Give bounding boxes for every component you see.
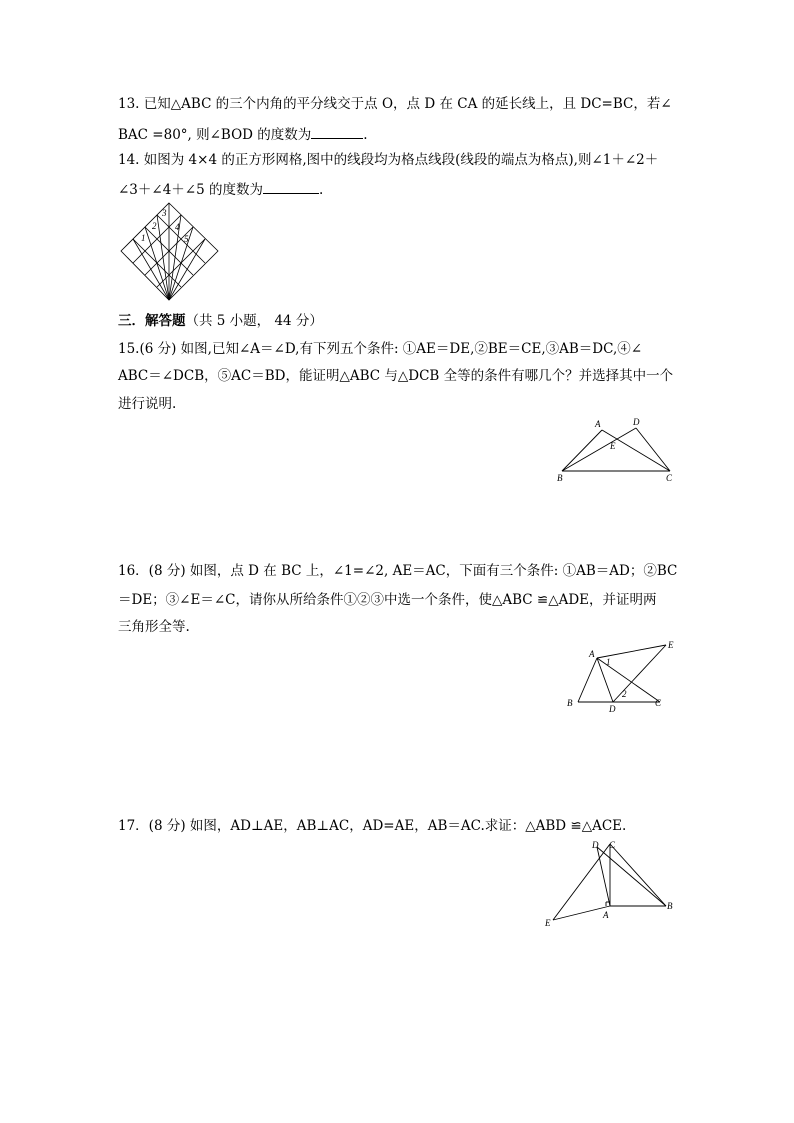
q14-grid-figure bbox=[120, 201, 220, 301]
q15-label-A: A bbox=[595, 419, 601, 429]
q14-label-4: 4 bbox=[175, 222, 180, 232]
q16-label-angle2: 2 bbox=[622, 689, 627, 699]
q17-label-B: B bbox=[667, 901, 673, 911]
q14-line2-text: ∠3＋∠4＋∠5 的度数为 bbox=[118, 182, 263, 198]
q14-line2 bbox=[118, 179, 323, 199]
section-heading bbox=[118, 312, 323, 330]
q13-line2 bbox=[118, 124, 368, 144]
q17-label-D: D bbox=[592, 840, 599, 850]
q14-line2-end: . bbox=[319, 182, 324, 198]
q13-line1: 13. 已知△ABC 的三个内角的平分线交于点 O，点 D 在 CA 的延长线上，且 DC=BC，若∠ bbox=[118, 96, 672, 112]
q14-label-2: 2 bbox=[152, 221, 157, 231]
q13-answer-blank bbox=[311, 124, 363, 139]
section-note: （共 5 小题， 44 分） bbox=[185, 313, 323, 329]
q14-answer-blank bbox=[263, 179, 319, 194]
q16-label-D: D bbox=[609, 704, 616, 714]
q16-label-B: B bbox=[567, 698, 573, 708]
q14-label-5: 5 bbox=[184, 234, 189, 244]
q13-line2-text: BAC =80°, 则∠BOD 的度数为 bbox=[118, 127, 312, 143]
q17-line1: 17．(8 分) 如图，AD⊥AE，AB⊥AC，AD=AE，AB＝AC.求证：△ABD ≌△ACE. bbox=[118, 818, 627, 834]
q15-figure bbox=[555, 415, 685, 485]
q14-label-1: 1 bbox=[141, 233, 146, 243]
q15-line3: 进行说明. bbox=[118, 396, 177, 412]
q16-label-angle1: 1 bbox=[606, 657, 611, 667]
q17-label-E: E bbox=[545, 918, 551, 928]
q15-label-D: D bbox=[633, 417, 640, 427]
section-title: 三．解答题 bbox=[118, 313, 186, 329]
q16-label-C: C bbox=[655, 698, 662, 708]
q16-line1: 16．(8 分) 如图，点 D 在 BC 上，∠1=∠2, AE＝AC，下面有三个条件: ①AB＝AD；②BC bbox=[118, 563, 678, 579]
q16-figure bbox=[560, 640, 690, 715]
q13-line2-end: . bbox=[363, 127, 368, 143]
q15-label-E: E bbox=[610, 441, 616, 451]
q15-line1: 15.(6 分) 如图,已知∠A＝∠D,有下列五个条件: ①AE＝DE,②BE＝CE,③AB＝DC,④∠ bbox=[118, 341, 643, 357]
q14-label-3: 3 bbox=[162, 208, 167, 218]
q16-line2: ＝DE；③∠E＝∠C，请你从所给条件①②③中选一个条件，使△ABC ≌△ADE，并证明两 bbox=[118, 592, 657, 608]
q17-label-C: C bbox=[609, 840, 616, 850]
q15-label-B: B bbox=[557, 473, 563, 483]
q17-label-A: A bbox=[603, 910, 609, 920]
q16-line3: 三角形全等. bbox=[118, 619, 190, 635]
q16-label-E: E bbox=[668, 640, 674, 650]
q15-line2: ABC＝∠DCB，⑤AC＝BD，能证明△ABC 与△DCB 全等的条件有哪几个？并选择其中一个 bbox=[118, 368, 674, 384]
q16-label-A: A bbox=[589, 649, 595, 659]
q17-figure bbox=[540, 838, 680, 933]
q15-label-C: C bbox=[666, 473, 673, 483]
q14-line1: 14. 如图为 4×4 的正方形网格,图中的线段均为格点线段(线段的端点为格点),则∠1＋∠2＋ bbox=[118, 152, 659, 168]
